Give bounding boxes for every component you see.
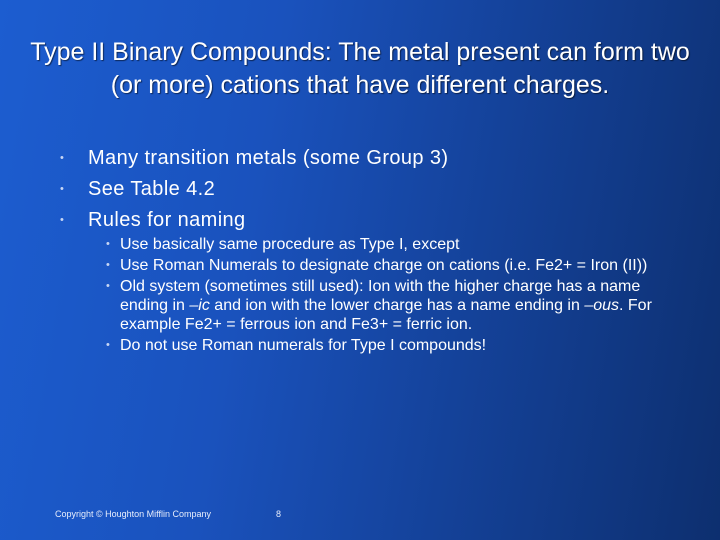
suffix-ous: –ous [584,297,620,314]
sub-bullet-item [106,277,680,334]
sub-bullet-text: Use basically same procedure as Type I, except [120,236,460,253]
sub-bullet-item [106,336,680,355]
sub-bullet-text-part: and ion with the lower charge has a name ending in [209,297,585,314]
sub-bullet-item [106,256,680,275]
copyright-footer: Copyright © Houghton Mifflin Company [55,509,212,519]
sub-bullet-item [106,235,680,254]
bullet-text: Many transition metals (some Group 3) [88,147,449,169]
suffix-ic: –ic [189,297,210,314]
sub-bullet-list [106,235,680,357]
bullet-item [60,205,688,236]
bullet-icon: • [106,238,110,250]
main-bullet-list [60,143,688,236]
bullet-icon: • [106,259,110,271]
bullet-item [60,174,688,205]
bullet-icon: • [60,214,65,226]
bullet-icon: • [106,280,110,292]
sub-bullet-text-part: . For example Fe2+ = ferrous ion and Fe3+ = ferric ion. [120,297,652,333]
bullet-icon: • [106,339,110,351]
bullet-item [60,143,688,174]
bullet-text: See Table 4.2 [88,178,216,200]
bullet-text: Rules for naming [88,209,246,231]
slide-title: Type II Binary Compounds: The metal present can form two (or more) cations that have different charges. [30,38,690,99]
sub-bullet-text-part: Old system (sometimes still used): Ion with the higher charge has a name ending in [120,278,641,314]
bullet-icon: • [60,183,65,195]
page-number: 8 [276,509,282,519]
sub-bullet-text: Use Roman Numerals to designate charge on cations (i.e. Fe2+ = Iron (II)) [120,257,648,274]
sub-bullet-text: Do not use Roman numerals for Type I compounds! [120,337,487,354]
bullet-icon: • [60,152,65,164]
